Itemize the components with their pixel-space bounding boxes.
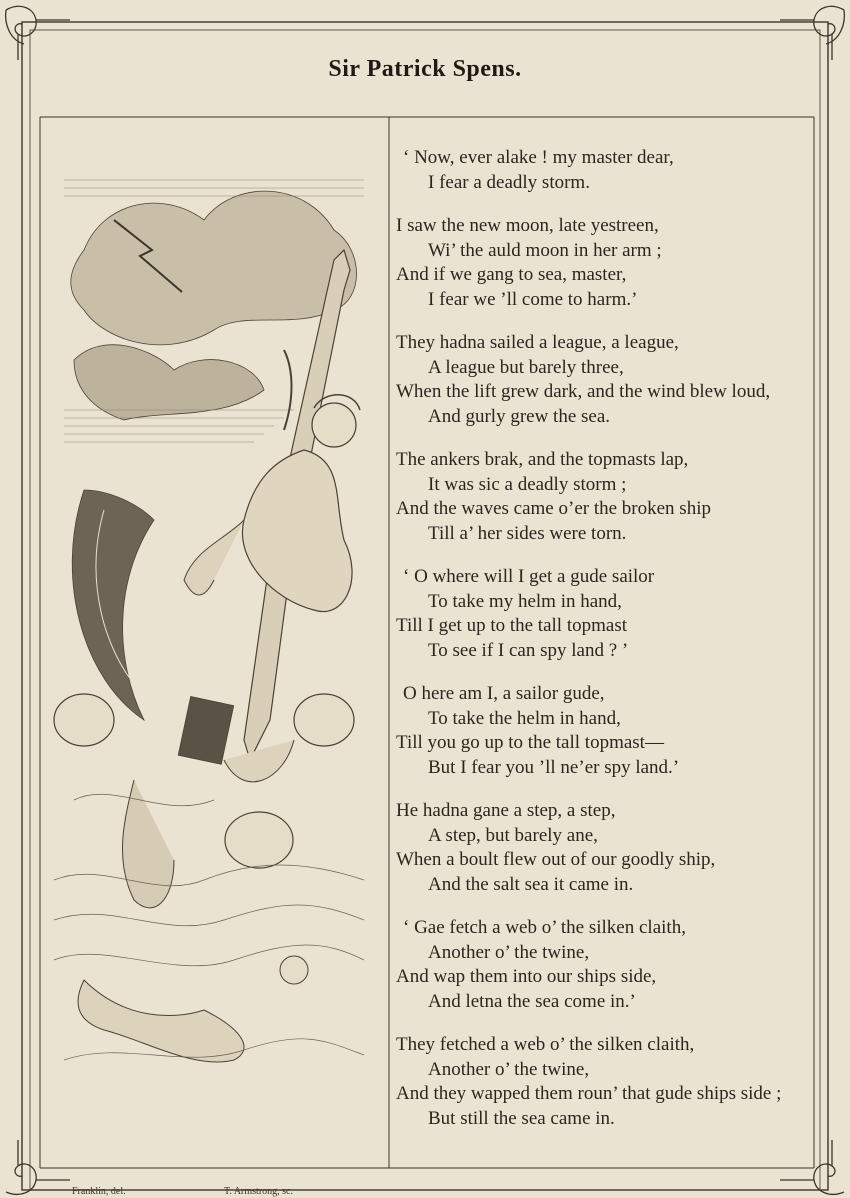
poem-line: Another o’ the twine, bbox=[428, 941, 590, 963]
poem-line: They fetched a web o’ the silken claith, bbox=[396, 1034, 695, 1055]
stanza bbox=[396, 799, 816, 897]
page-title: Sir Patrick Spens. bbox=[328, 56, 522, 82]
stanza bbox=[396, 1033, 816, 1131]
poem-line: To take the helm in hand, bbox=[428, 707, 621, 729]
poem-line: And they wapped them roun’ that gude ships side ; bbox=[396, 1083, 782, 1104]
poem-line: To see if I can spy land ? ’ bbox=[428, 639, 629, 661]
poem-line: ‘ Now, ever alake ! my master dear, bbox=[403, 147, 674, 168]
poem-line: ‘ O where will I get a gude sailor bbox=[403, 566, 655, 587]
storm-engraving bbox=[44, 160, 380, 1080]
poem-line: And if we gang to sea, master, bbox=[396, 264, 627, 285]
stanza bbox=[396, 448, 816, 546]
poem-line: Another o’ the twine, bbox=[428, 1058, 590, 1080]
poem-line: To take my helm in hand, bbox=[428, 590, 622, 612]
poem-line: And gurly grew the sea. bbox=[428, 405, 611, 427]
poem-line: A step, but barely ane, bbox=[428, 824, 598, 846]
stanza bbox=[396, 565, 816, 663]
poem-line: But I fear you ’ll ne’er spy land.’ bbox=[428, 756, 680, 778]
stanza bbox=[396, 682, 816, 780]
poem-line: The ankers brak, and the topmasts lap, bbox=[396, 449, 689, 470]
stanza bbox=[396, 916, 816, 1014]
poem-text bbox=[396, 146, 816, 1150]
poem-line: But still the sea came in. bbox=[428, 1107, 615, 1129]
poem-line: Till you go up to the tall topmast— bbox=[396, 732, 664, 753]
credits bbox=[0, 1186, 850, 1198]
poem-line: When the lift grew dark, and the wind blew loud, bbox=[396, 381, 771, 402]
poem-line: And letna the sea come in.’ bbox=[428, 990, 636, 1012]
poem-line: And the waves came o’er the broken ship bbox=[396, 498, 711, 519]
poem-line: I saw the new moon, late yestreen, bbox=[396, 215, 659, 236]
stanza bbox=[396, 331, 816, 429]
poem-line: I fear a deadly storm. bbox=[428, 171, 590, 193]
engraver-credit: T. Armstrong, sc. bbox=[224, 1186, 293, 1197]
stanza bbox=[396, 146, 816, 195]
poem-line: It was sic a deadly storm ; bbox=[428, 473, 627, 495]
stanza bbox=[396, 214, 816, 312]
poem-line: He hadna gane a step, a step, bbox=[396, 800, 616, 821]
poem-line: A league but barely three, bbox=[428, 356, 624, 378]
poem-line: Wi’ the auld moon in her arm ; bbox=[428, 239, 662, 261]
poem-line: I fear we ’ll come to harm.’ bbox=[428, 288, 638, 310]
poem-line: Till a’ her sides were torn. bbox=[428, 522, 627, 544]
poem-line: ‘ Gae fetch a web o’ the silken claith, bbox=[403, 917, 686, 938]
poem-line: When a boult flew out of our goodly ship, bbox=[396, 849, 716, 870]
poem-line: And wap them into our ships side, bbox=[396, 966, 657, 987]
artist-credit: Franklin, del. bbox=[72, 1186, 126, 1197]
poem-line: Till I get up to the tall topmast bbox=[396, 615, 627, 636]
poem-line: And the salt sea it came in. bbox=[428, 873, 634, 895]
poem-line: O here am I, a sailor gude, bbox=[403, 683, 605, 704]
poem-line: They hadna sailed a league, a league, bbox=[396, 332, 679, 353]
